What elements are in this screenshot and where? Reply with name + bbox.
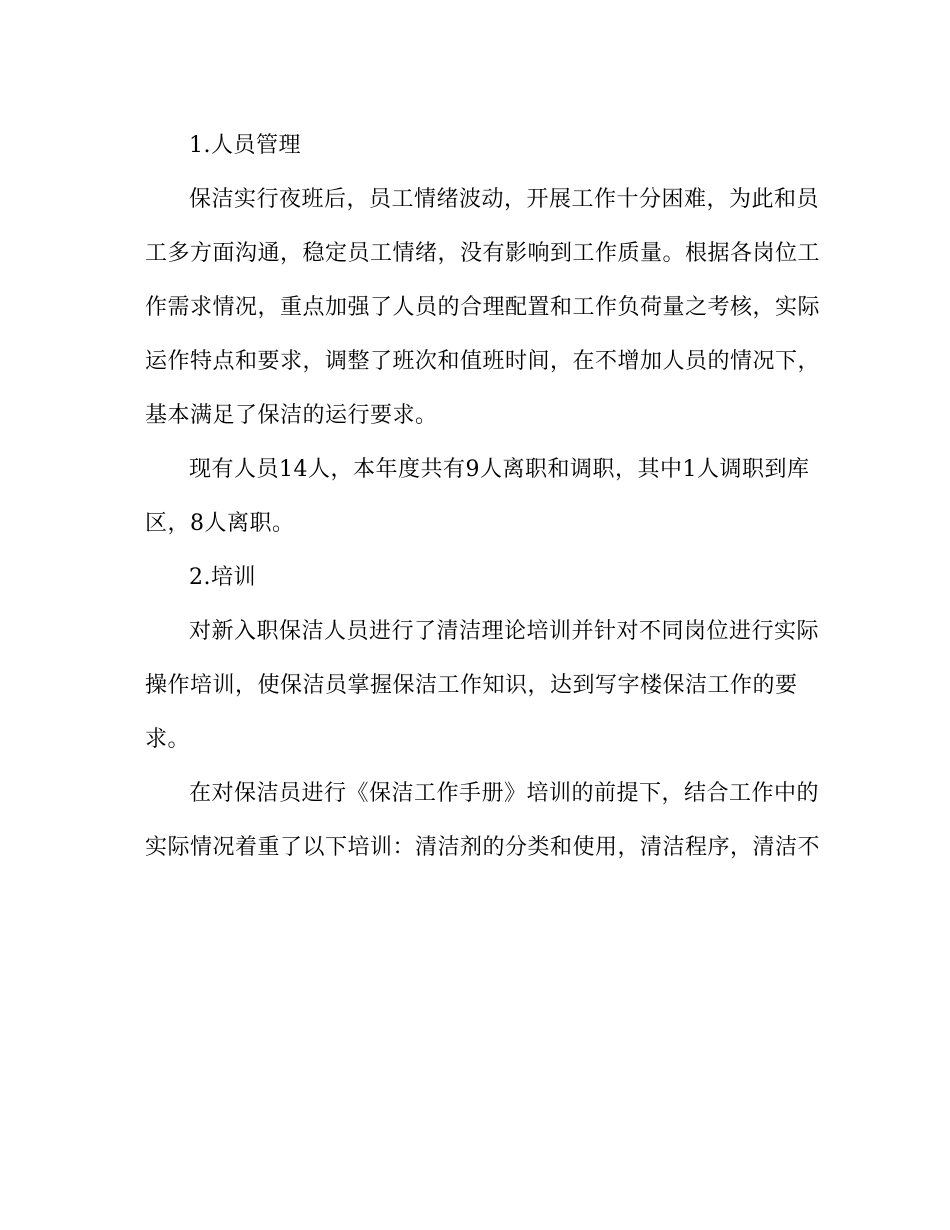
paragraph-line: 操作培训，使保洁员掌握保洁工作知识，达到写字楼保洁工作的要 xyxy=(145,673,798,698)
paragraph-line: 工多方面沟通，稳定员工情绪，没有影响到工作质量。根据各岗位工 xyxy=(145,241,821,266)
section-heading-training: 2.培训 xyxy=(189,565,256,590)
paragraph-line: 现有人员14人，本年度共有9人离职和调职，其中1人调职到库 xyxy=(189,457,810,482)
paragraph-line: 运作特点和要求，调整了班次和值班时间，在不增加人员的情况下， xyxy=(145,349,821,374)
paragraph-line: 作需求情况，重点加强了人员的合理配置和工作负荷量之考核，实际 xyxy=(145,295,821,320)
paragraph-line: 对新入职保洁人员进行了清洁理论培训并针对不同岗位进行实际 xyxy=(189,619,820,644)
paragraph-line: 基本满足了保洁的运行要求。 xyxy=(145,403,438,428)
paragraph-line: 区，8人离职。 xyxy=(145,511,295,536)
document-page xyxy=(145,119,821,875)
paragraph-line: 保洁实行夜班后，员工情绪波动，开展工作十分困难，为此和员 xyxy=(189,187,820,212)
paragraph-line: 实际情况着重了以下培训：清洁剂的分类和使用，清洁程序，清洁不 xyxy=(145,835,821,860)
section-heading-personnel: 1.人员管理 xyxy=(189,133,301,158)
paragraph-line: 在对保洁员进行《保洁工作手册》培训的前提下，结合工作中的 xyxy=(189,781,820,806)
paragraph-line: 求。 xyxy=(145,727,191,752)
